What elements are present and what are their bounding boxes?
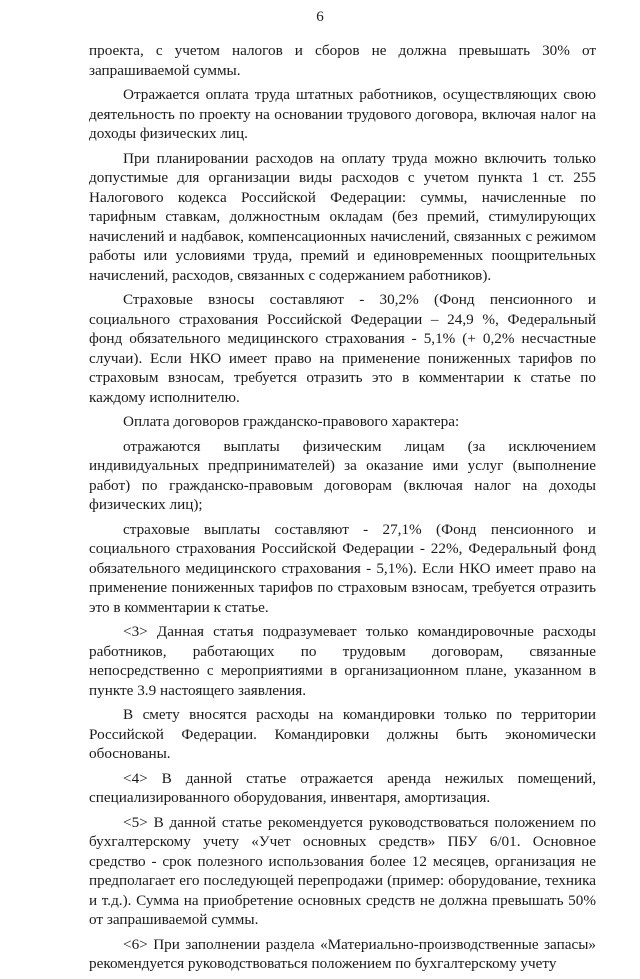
paragraph-note-6-inventory: <6> При заполнении раздела «Материально-производственные запасы» рекомендуется руководствоваться положением по бухгалтерскому учету	[89, 935, 596, 972]
page-number: 6	[316, 9, 324, 25]
paragraph-note-3-travel: <3> Данная статья подразумевает только командировочные расходы работников, работающих по трудовым договорам, связанные непосредственно с мероприятиями в организационном плане, указанном в пункте 3.9 настоящего заявления.	[89, 623, 596, 699]
paragraph-note-5-fixed-assets: <5> В данной статье рекомендуется руководствоваться положением по бухгалтерскому учету «Учет основных средств» ПБУ 6/01. Основное средство - срок полезного использования более 12 месяцев, организация не предполагает его последующей перепродажи (пример: оборудование, техника и т.д.). Сумма на приобретение основных средств не должна превышать 50% от запрашиваемой суммы.	[89, 813, 596, 928]
document-body	[89, 41, 596, 979]
paragraph-civil-contracts-payments: отражаются выплаты физическим лицам (за исключением индивидуальных предпринимателей) за оказание ими услуг (выполнение работ) по гражданско-правовым договорам (включая налог на доходы физических лиц);	[89, 437, 596, 513]
paragraph-civil-contracts-insurance: страховые выплаты составляют - 27,1% (Фонд пенсионного и социального страхования Российской Федерации - 22%, Федеральный фонд обязательного медицинского страхования - 5,1%). Если НКО имеет право на применение пониженных тарифов по страховым взносам, требуется отразить это в комментарии к статье.	[89, 520, 596, 616]
paragraph-salary-planning: При планировании расходов на оплату труда можно включить только допустимые для организации виды расходов с учетом пункта 1 ст. 255 Налогового кодекса Российской Федерации: суммы, начисленные по тарифным ставкам, должностным окладам (без премий, стимулирующих начислений и надбавок, компенсационных начислений, связанных с режимом работы или условиями труда, премий и единовременных поощрительных начислений, расходов, связанных с содержанием работников).	[89, 149, 596, 284]
paragraph-staff-salary: Отражается оплата труда штатных работников, осуществляющих свою деятельность по проекту на основании трудового договора, включая налог на доходы физических лиц.	[89, 86, 596, 142]
paragraph-budget-limit: проекта, с учетом налогов и сборов не должна превышать 30% от запрашиваемой суммы.	[89, 42, 596, 79]
paragraph-travel-territory: В смету вносятся расходы на командировки только по территории Российской Федерации. Командировки должны быть экономически обоснованы.	[89, 706, 596, 762]
paragraph-note-4-rent: <4> В данной статье отражается аренда нежилых помещений, специализированного оборудования, инвентаря, амортизация.	[89, 769, 596, 806]
paragraph-civil-contracts-heading: Оплата договоров гражданско-правового характера:	[123, 413, 460, 430]
paragraph-insurance-contributions: Страховые взносы составляют - 30,2% (Фонд пенсионного и социального страхования Российской Федерации – 24,9 %, Федеральный фонд обязательного медицинского страхования - 5,1% (+ 0,2% несчастные случаи). Если НКО имеет право на применение пониженных тарифов по страховым взносам, требуется отразить это в комментарии к статье по каждому исполнителю.	[89, 291, 596, 406]
